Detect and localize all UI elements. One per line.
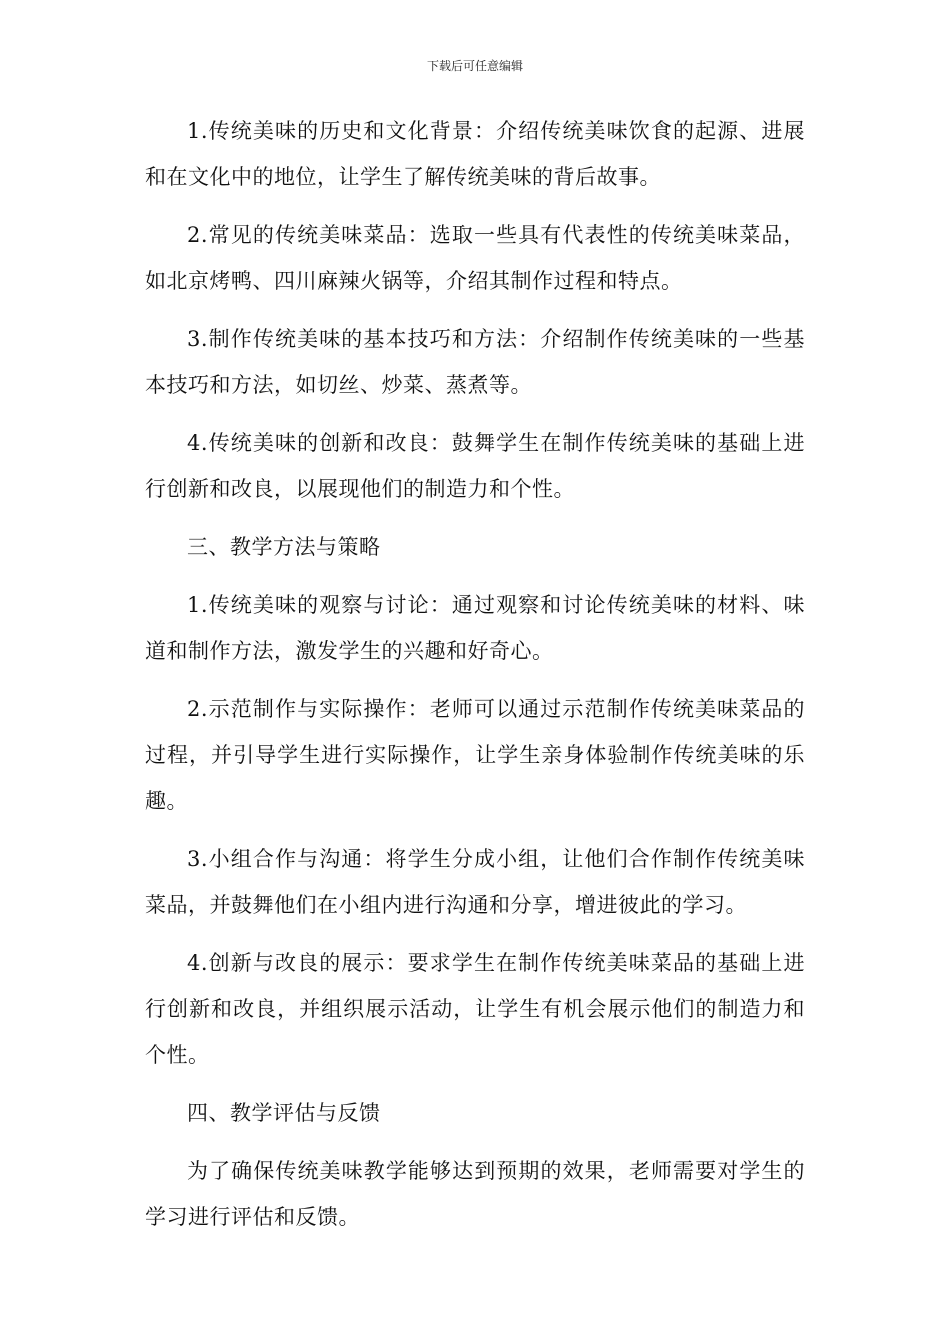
paragraph-demonstration: 2.示范制作与实际操作：老师可以通过示范制作传统美味菜品的过程，并引导学生进行实际操作，让学生亲身体验制作传统美味的乐趣。: [145, 697, 805, 813]
paragraph-evaluation: 为了确保传统美味教学能够达到预期的效果，老师需要对学生的学习进行评估和反馈。: [145, 1159, 805, 1229]
section-heading-evaluation: 四、教学评估与反馈: [187, 1101, 381, 1125]
paragraph-showcase: 4.创新与改良的展示：要求学生在制作传统美味菜品的基础上进行创新和改良，并组织展示活动，让学生有机会展示他们的制造力和个性。: [145, 951, 805, 1067]
paragraph-history-culture: 1.传统美味的历史和文化背景：介绍传统美味饮食的起源、进展和在文化中的地位，让学生了解传统美味的背后故事。: [145, 119, 805, 189]
paragraph-innovation: 4.传统美味的创新和改良：鼓舞学生在制作传统美味的基础上进行创新和改良，以展现他们的制造力和个性。: [145, 431, 805, 501]
page-header-note: 下载后可任意编辑: [426, 59, 523, 73]
paragraph-group-work: 3.小组合作与沟通：将学生分成小组，让他们合作制作传统美味菜品，并鼓舞他们在小组内进行沟通和分享，增进彼此的学习。: [145, 847, 805, 917]
paragraph-observation: 1.传统美味的观察与讨论：通过观察和讨论传统美味的材料、味道和制作方法，激发学生的兴趣和好奇心。: [145, 593, 805, 663]
paragraph-common-dishes: 2.常见的传统美味菜品：选取一些具有代表性的传统美味菜品，如北京烤鸭、四川麻辣火锅等，介绍其制作过程和特点。: [145, 223, 805, 293]
paragraph-basic-skills: 3.制作传统美味的基本技巧和方法：介绍制作传统美味的一些基本技巧和方法，如切丝、炒菜、蒸煮等。: [145, 327, 805, 397]
document-body: [145, 108, 805, 1252]
section-heading-methods: 三、教学方法与策略: [187, 535, 381, 559]
